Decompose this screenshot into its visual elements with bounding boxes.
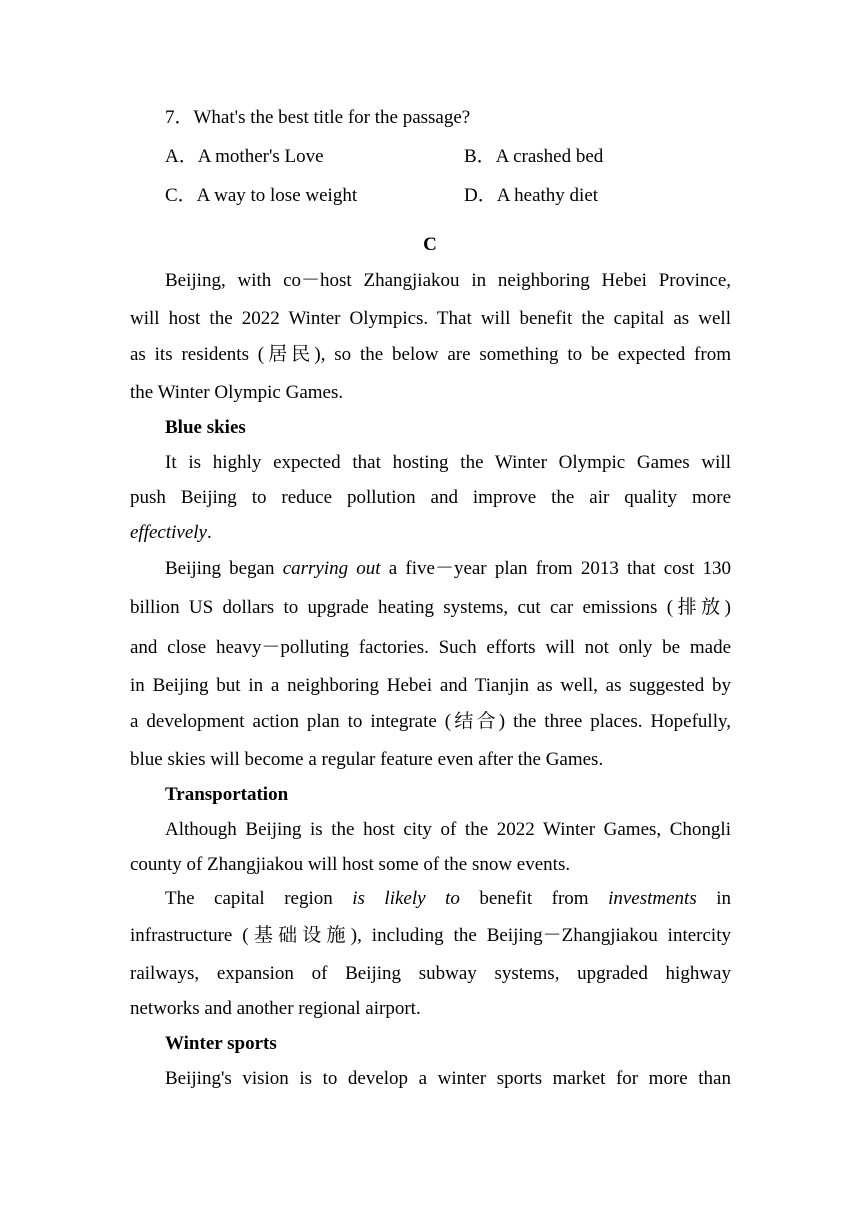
italic-term: effectively [130,522,207,543]
paragraph-line: infrastructure (基础设施), including the Beijing－Zhangjiakou intercity [130,925,731,946]
paragraph-line: billion US dollars to upgrade heating systems, cut car emissions (排放) [130,597,731,618]
section-label: C [423,234,437,255]
paragraph-line: railways, expansion of Beijing subway systems, upgraded highway [130,963,731,984]
paragraph-line: a development action plan to integrate (结合) the three places. Hopefully, [130,711,731,732]
paragraph-line: Beijing, with co－host Zhangjiakou in neighboring Hebei Province, [165,270,731,291]
paragraph-line: It is highly expected that hosting the Winter Olympic Games will [165,452,731,473]
section-heading: Transportation [165,784,289,805]
option-d: D．A heathy diet [464,185,599,206]
italic-term: is likely to [352,888,460,909]
paragraph-line: and close heavy－polluting factories. Such efforts will not only be made [130,637,731,658]
text-span: a five－year plan from 2013 that cost 130 [380,558,731,579]
option-b: B．A crashed bed [464,146,604,167]
paragraph-line: push Beijing to reduce pollution and improve the air quality more [130,487,731,508]
text-span: Beijing began [165,558,283,579]
paragraph-line: will host the 2022 Winter Olympics. That will benefit the capital as well [130,308,731,329]
italic-term: carrying out [282,558,381,579]
paragraph-line: blue skies will become a regular feature even after the Games. [130,749,604,770]
paragraph-line: as its residents (居民), so the below are something to be expected from [130,344,731,365]
paragraph-line: county of Zhangjiakou will host some of the snow events. [130,854,571,875]
question-7-stem: 7．What's the best title for the passage? [165,107,471,128]
text-span: . [207,522,212,543]
paragraph-line [165,887,731,911]
option-a: A．A mother's Love [165,146,324,167]
text-span: in [696,888,732,909]
paragraph-line: in Beijing but in a neighboring Hebei and Tianjin as well, as suggested by [130,675,731,696]
text-span: The capital region [165,888,353,909]
paragraph-line [130,521,731,545]
paragraph-line: networks and another regional airport. [130,998,421,1019]
italic-term: investments [608,888,697,909]
section-heading: Winter sports [165,1033,277,1054]
paragraph-line: Beijing's vision is to develop a winter sports market for more than [165,1068,731,1089]
section-heading: Blue skies [165,417,246,438]
option-c: C．A way to lose weight [165,185,358,206]
paragraph-line [165,557,731,581]
paragraph-line: the Winter Olympic Games. [130,382,344,403]
text-span: benefit from [459,888,609,909]
paragraph-line: Although Beijing is the host city of the 2022 Winter Games, Chongli [165,819,731,840]
